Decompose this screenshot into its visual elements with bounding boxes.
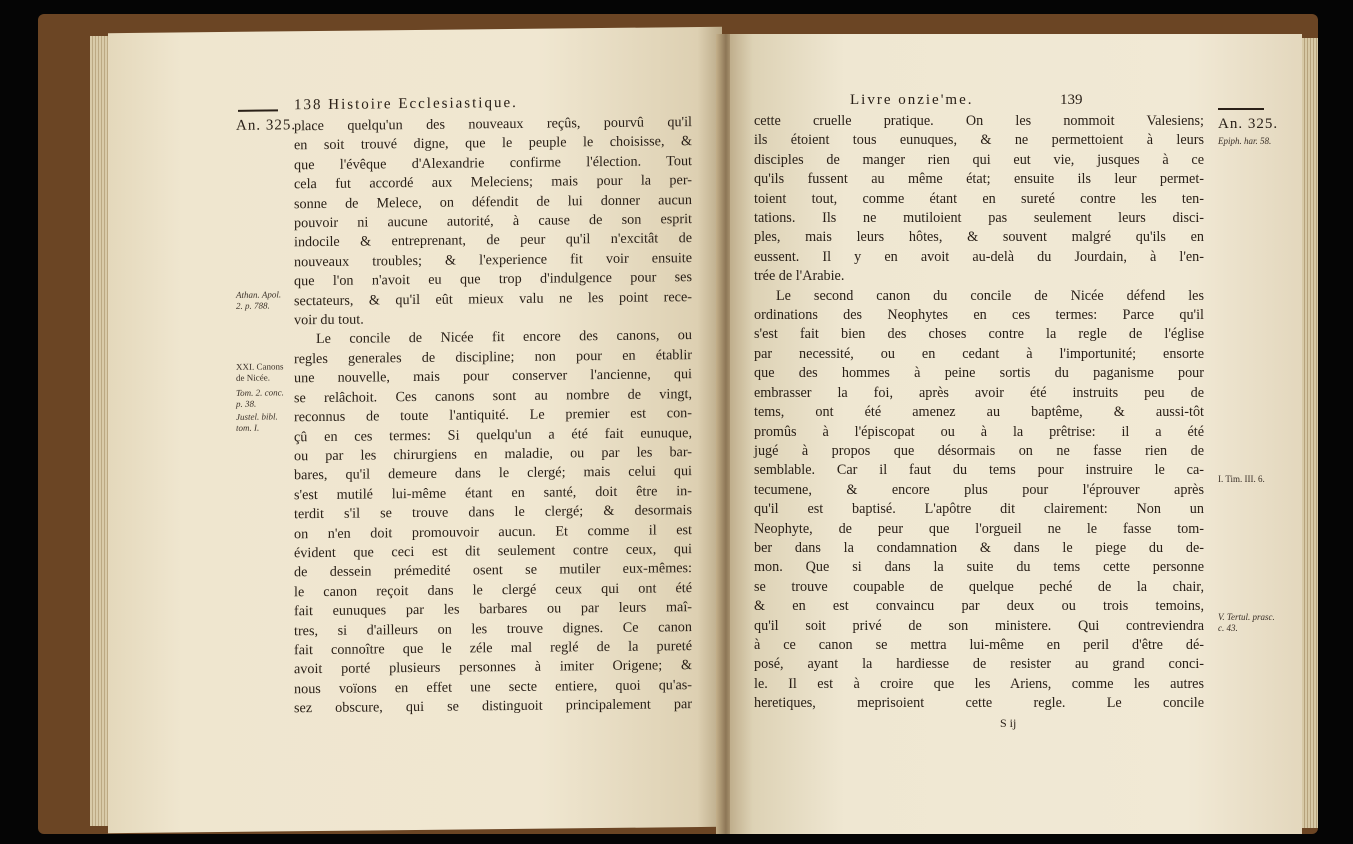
right-body-text [754, 112, 1204, 714]
text-line: eussent. Il y en avoit au-delà du Jourdain, à l'en- [754, 248, 1204, 265]
page-number: 139 [1060, 92, 1083, 108]
text-line: mon. Que si dans la suite du tems cette personne [754, 559, 1204, 576]
right-page [730, 34, 1302, 834]
text-line: promûs à l'épiscopat ou à la prêtrise: il a été [754, 423, 1204, 440]
text-line: que des hommes à peine sortis du paganisme pour [754, 365, 1204, 382]
text-line: ou par les chirurgiens en maladie, ou par les bar- [294, 444, 692, 465]
text-line: tres, si d'ailleurs on les trouve dignes. Ce canon [294, 618, 692, 639]
text-line: qu'ils fussent au même état; ensuite ils leur permet- [754, 171, 1204, 188]
text-line: ils étoient tous eunuques, & ne permettoient à leurs [754, 132, 1204, 149]
text-line: Neophyte, de peur que l'orgueil ne le fasse tom- [754, 520, 1204, 537]
year-rule [238, 109, 278, 111]
text-line: place quelqu'un des nouveaux reçûs, pourvû qu'il [294, 114, 692, 135]
text-line: le canon reçoit dans le clergé ceux qui ont été [294, 579, 692, 601]
left-margin-note: XXI. Canons de Nicée. [236, 361, 284, 383]
text-line: se trouve coupable de quelque peché de la chair, [754, 578, 1204, 595]
text-line: heretiques, meprisoient cette regle. Le concile [754, 695, 1204, 712]
text-line: ples, mais leurs hôtes, & souvent malgré qu'ils en [754, 229, 1204, 246]
text-line: évident que ceci est dit seulement contre ceux, qui [294, 541, 692, 562]
signature-mark: S ij [1000, 716, 1017, 730]
text-line: par necessité, ou en cedant à l'importunité; ensorte [754, 345, 1204, 362]
text-line: & en est convaincu par deux ou trois temoins, [754, 598, 1204, 615]
left-margin-note: Athan. Apol. 2. p. 788. [236, 289, 282, 311]
text-line: avoit porté plusieurs personnes à imiter Origene; & [294, 657, 692, 678]
text-line: nouveaux troubles; & l'experience fit voir ensuite [294, 249, 692, 271]
text-line: on n'en doit promouvoir aucun. Et comme il est [294, 521, 692, 542]
text-line: qu'il est baptisé. L'apôtre dit clairement: Non un [754, 501, 1204, 518]
text-line: posé, ayant la hardiesse de resister au grand conci- [754, 656, 1204, 673]
text-line: qu'il soit privé de son ministere. Qui contreviendra [754, 617, 1204, 634]
text-line: à ce canon se mettra lui-même en peril d'être dé- [754, 636, 1204, 653]
text-line: ordinations des Neophytes en ces termes: Parce qu'il [754, 307, 1204, 324]
text-line: en soit trouvé digne, que le peuple le choisisse, & [294, 133, 692, 154]
text-line: embrasser la foi, après avoir été instruits peu de [754, 384, 1204, 401]
left-page [108, 27, 722, 833]
right-margin-note: V. Tertul. prasc. c. 43. [1218, 612, 1275, 633]
text-line: cela fut accordé aux Meleciens; mais pour la per- [294, 172, 692, 193]
text-line: cette cruelle pratique. On les nommoit Valesiens; [754, 113, 1204, 129]
right-running-header: Livre onzie'me. [850, 92, 974, 108]
book-spread [38, 14, 1318, 834]
text-line: semblable. Car il faut du tems pour instruire le ca- [754, 462, 1204, 479]
right-margin-note: Epiph. har. 58. [1218, 136, 1272, 146]
text-line: une nouvelle, mais pour conserver l'ancienne, qui [294, 366, 692, 387]
left-body-text [294, 113, 692, 719]
text-line: Le second canon du concile de Nicée défend les [776, 287, 1204, 304]
text-line: çû en ces termes: Si quelqu'un a été fait eunuque, [294, 424, 692, 445]
text-line: trée de l'Arabie. [754, 268, 845, 285]
text-line: fait eunuques par les barbares ou par leurs maî- [294, 599, 692, 620]
year-rule [1218, 108, 1264, 110]
text-line: toient tout, comme étant en sureté contre les ten- [754, 190, 1204, 207]
text-line: terdit s'il se trouve dans le clergé; & desormais [294, 502, 692, 523]
text-line: pouvoir ni aucune autorité, à cause de son esprit [294, 211, 692, 232]
text-line: de dessein prémedité osent se mutiler eux-mêmes: [294, 560, 692, 581]
left-margin-note: Tom. 2. conc. p. 38. [236, 387, 284, 409]
text-line: voir du tout. [294, 311, 364, 329]
text-line: tations. Ils ne mutiloient pas seulement leurs disci- [754, 210, 1204, 227]
text-line: bares, qu'il demeure dans le clergé; mais celui qui [294, 463, 692, 484]
text-line: le. Il est à croire que les Ariens, comme les autres [754, 675, 1204, 692]
text-line: sonne de Melece, on défendit de lui donner aucun [294, 191, 692, 212]
text-line: se relâchoit. Ces canons sont au nombre de vingt, [294, 385, 692, 406]
text-line: sez obscure, qui se distinguoit principalement par [294, 696, 692, 717]
left-margin-note: Justel. bibl. tom. I. [236, 411, 278, 433]
text-line: disciples de manger rien qui eut vie, jusques à ce [754, 151, 1204, 168]
text-line: regles generales de discipline; non pour en établir [294, 346, 692, 368]
text-line: Le concile de Nicée fit encore des canons, ou [316, 327, 692, 348]
text-line: que l'on n'avoit eu que trop d'indulgence pour ses [294, 269, 692, 290]
right-margin-note: I. Tim. III. 6. [1218, 474, 1265, 484]
right-year-note: An. 325. [1218, 116, 1279, 132]
text-line: tems, ont été amenez au baptême, & aussi-tôt [754, 404, 1204, 421]
text-line: s'est mutilé lui-même étant en santé, doit être in- [294, 482, 692, 503]
text-line: s'est fait bien des choses contre la regle de l'église [754, 326, 1204, 343]
text-line: tecumene, & encore plus pour l'éprouver après [754, 481, 1204, 498]
text-line: nous voïons en effet une secte entiere, quoi qu'as- [294, 676, 692, 698]
text-line: fait connoître que le zéle mal reglé de la pureté [294, 638, 692, 659]
text-line: sectateurs, & qu'il eût mieux valu ne les point rece- [294, 288, 692, 309]
text-line: jugé à propos que désormais on ne fasse rien de [754, 442, 1204, 459]
left-running-header: 138 Histoire Ecclesiastique. [294, 94, 518, 114]
text-line: reconnus de toute l'antiquité. Le premier est con- [294, 405, 692, 426]
text-line: ber dans la condamnation & dans le piege du de- [754, 539, 1204, 556]
text-line: indocile & entreprenant, de peur qu'il n'excitât de [294, 230, 692, 251]
left-year-note: An. 325. [236, 117, 297, 134]
text-line: que l'évêque d'Alexandrie confirme l'élection. Tout [294, 152, 692, 174]
